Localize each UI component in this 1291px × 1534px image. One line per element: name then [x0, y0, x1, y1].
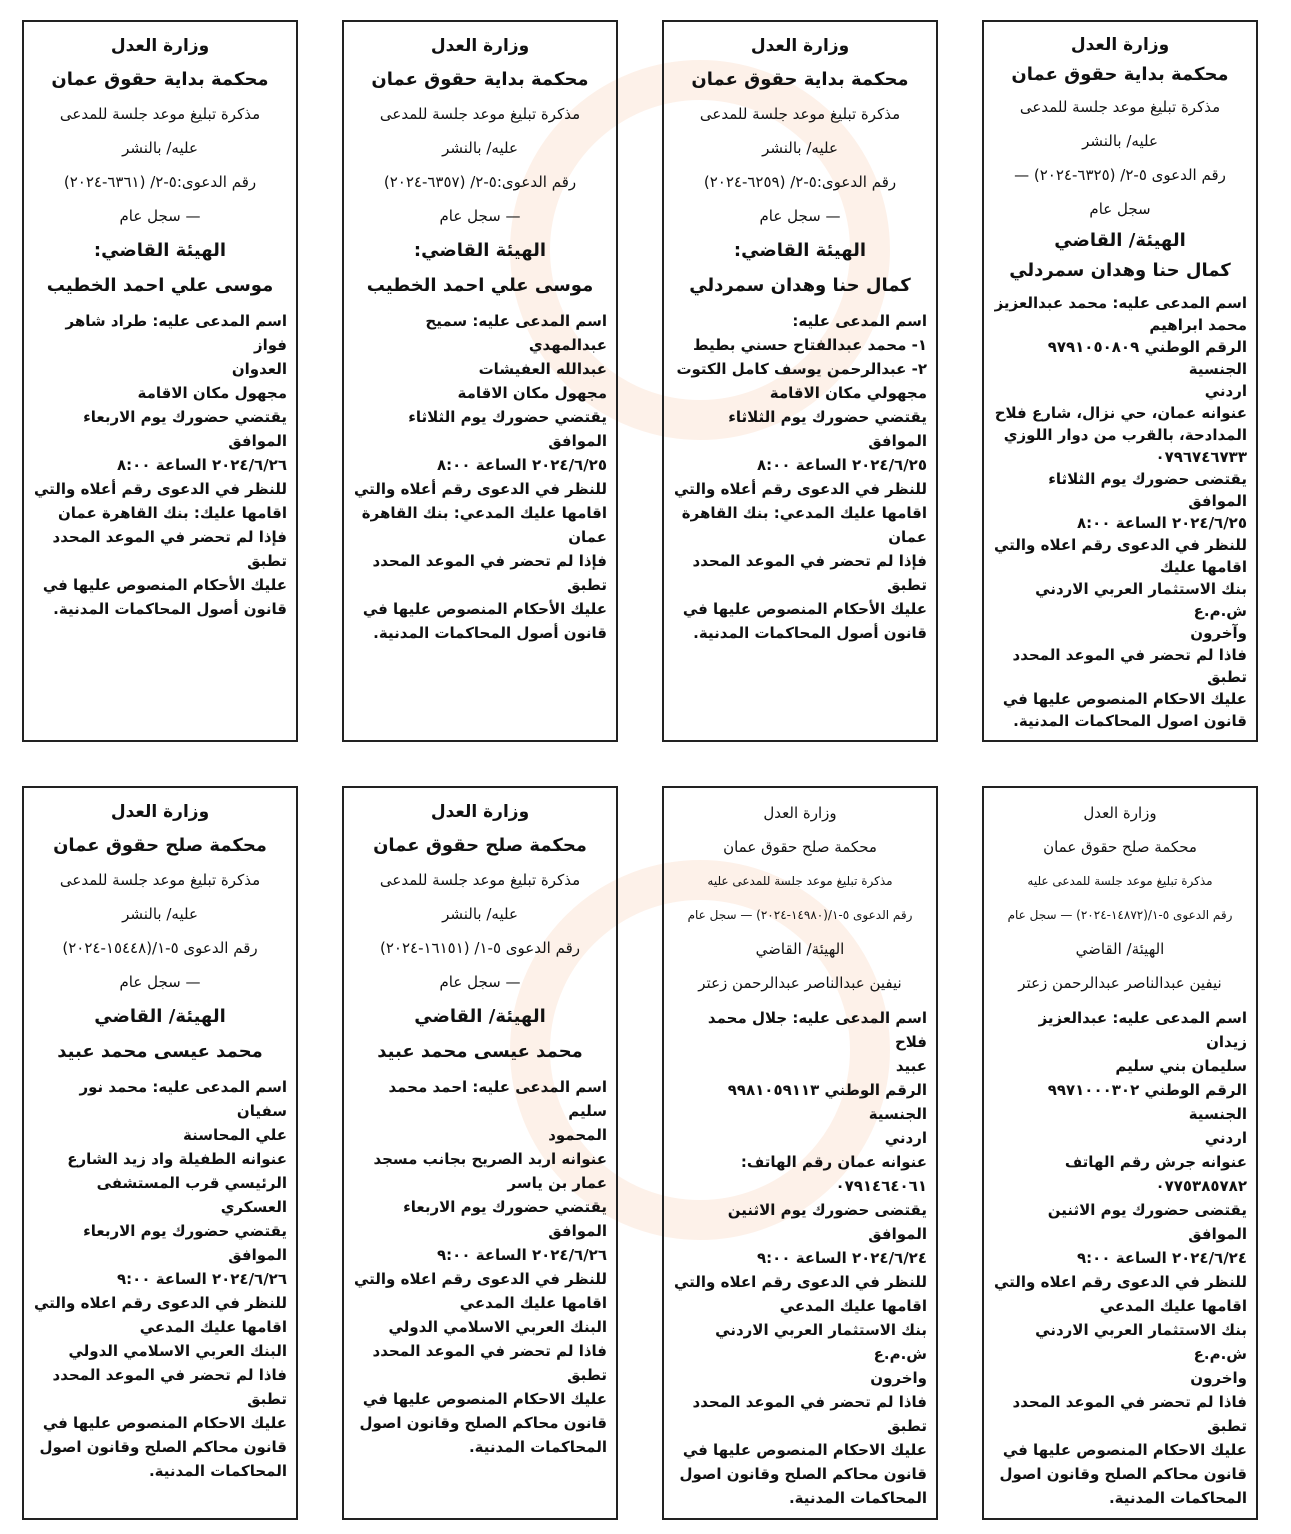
- notice-body-line: عليك الاحكام المنصوص عليها في: [1002, 1441, 1247, 1459]
- notice-body-line: اقامها عليك: بنك القاهرة عمان: [57, 504, 287, 522]
- notice-heading-line: الهيئة القاضي:: [93, 240, 227, 261]
- notice-body-line: الرئيسي قرب المستشفى العسكري: [96, 1174, 287, 1216]
- notice-body-line: يقتضي حضورك يوم الثلاثاء الموافق: [408, 408, 607, 450]
- notice-body-line: للنظر في الدعوى رقم اعلاه والتي: [993, 1273, 1247, 1291]
- notice-body-line: اقامها عليك المدعي: [459, 1294, 607, 1312]
- notice-heading-line: عليه/ بالنشر: [122, 139, 198, 157]
- notice-heading-line: الهيئة القاضي:: [733, 240, 867, 261]
- notice-body-line: قانون اصول المحاكمات المدنية.: [1013, 712, 1247, 730]
- notice-body-line: اسم المدعى عليه: عبدالعزيز زيدان: [1038, 1009, 1247, 1051]
- notice-heading-line: عليه/ بالنشر: [1082, 132, 1158, 150]
- notice-body-line: اسم المدعى عليه: سميح عبدالمهدي: [425, 312, 607, 354]
- notice-heading-line: محكمة صلح حقوق عمان: [1043, 838, 1197, 856]
- notice-body-line: عليك الاحكام المنصوص عليها في: [42, 1414, 287, 1432]
- notice-body-line: قانون أصول المحاكمات المدنية.: [693, 624, 927, 642]
- notice-body-line: يقتضي حضورك يوم الاربعاء الموافق: [83, 1222, 287, 1264]
- notice-body-line: اقامها عليك المدعي: [139, 1318, 287, 1336]
- notice-body-line: اسم المدعى عليه: طراد شاهر فواز: [65, 312, 287, 354]
- notice-heading-line: وزارة العدل: [750, 36, 850, 56]
- notice-heading-line: عليه/ بالنشر: [762, 139, 838, 157]
- notice-7: [342, 786, 618, 1520]
- notice-body-line: اردني: [1204, 382, 1247, 400]
- notice-body-line: واخرون: [870, 1369, 927, 1387]
- notice-heading-line: محكمة بداية حقوق عمان: [691, 69, 909, 90]
- notice-body-line: فإذا لم تحضر في الموعد المحدد تطبق: [52, 528, 287, 570]
- notice-body-line: يقتضى حضورك يوم الاثنين الموافق: [727, 1201, 927, 1243]
- notice-heading-line: رقم الدعوى:٥-٢/ (٦٣٥٧-٢٠٢٤): [383, 173, 577, 191]
- notice-body-line: قانون محاكم الصلح وقانون اصول: [999, 1465, 1247, 1483]
- notice-heading-line: محكمة بداية حقوق عمان: [1011, 64, 1229, 85]
- notice-body-line: قانون محاكم الصلح وقانون اصول: [679, 1465, 927, 1483]
- notice-body-line: فاذا لم تحضر في الموعد المحدد تطبق: [1012, 1393, 1247, 1435]
- notice-heading-line: رقم الدعوى ٥-١/(١٤٩٨٠-٢٠٢٤) — سجل عام: [687, 908, 913, 922]
- notice-heading-line: محكمة بداية حقوق عمان: [51, 69, 269, 90]
- notice-body-line: يقتضي حضورك يوم الاربعاء الموافق: [403, 1198, 607, 1240]
- notice-body-line: عليك الاحكام المنصوص عليها في: [362, 1390, 607, 1408]
- notice-body-line: عمار بن ياسر: [507, 1174, 607, 1192]
- notice-body-line: فاذا لم تحضر في الموعد المحدد تطبق: [1012, 646, 1247, 686]
- notice-body-line: المحاكمات المدنية.: [468, 1438, 607, 1456]
- notice-body-line: ٢٠٢٤/٦/٢٥ الساعة ٨:٠٠: [437, 456, 607, 474]
- notice-heading-line: — سجل عام: [439, 207, 521, 225]
- notice-body-line: فإذا لم تحضر في الموعد المحدد تطبق: [372, 552, 607, 594]
- notice-body-line: الرقم الوطني ٩٩٧١٠٠٠٣٠٢ الجنسية: [1047, 1081, 1247, 1123]
- notice-heading-line: رقم الدعوى:٥-٢/ (٦٢٥٩-٢٠٢٤): [703, 173, 897, 191]
- notice-heading-line: — سجل عام: [119, 973, 201, 991]
- notice-heading-line: مذكرة تبليغ موعد جلسة للمدعى: [379, 871, 581, 889]
- notice-body-line: ٢٠٢٤/٦/٢٤ الساعة ٩:٠٠: [757, 1249, 927, 1267]
- notice-body-line: مجهول مكان الاقامة: [457, 384, 607, 402]
- notice-body-line: ٢- عبدالرحمن يوسف كامل الكتوت: [676, 360, 927, 378]
- notice-heading-line: موسى علي احمد الخطيب: [46, 275, 274, 296]
- notice-8: [22, 786, 298, 1520]
- notice-body-line: للنظر في الدعوى رقم أعلاه والتي: [353, 480, 607, 498]
- notice-body-line: قانون محاكم الصلح وقانون اصول: [39, 1438, 287, 1456]
- notice-body-line: يقتضى حضورك يوم الاثنين الموافق: [1047, 1201, 1247, 1243]
- notice-body-line: عليك الأحكام المنصوص عليها في: [682, 600, 927, 618]
- notice-body-line: اسم المدعى عليه: جلال محمد فلاح: [707, 1009, 927, 1051]
- notice-body-line: ٠٧٧٥٣٨٥٧٨٢: [1155, 1177, 1247, 1195]
- notice-body-line: عنوانه الطفيلة واد زيد الشارع: [67, 1150, 287, 1168]
- notice-heading-line: وزارة العدل: [430, 36, 530, 56]
- notice-body-line: مجهول مكان الاقامة: [137, 384, 287, 402]
- notice-body-line: اردني: [1204, 1129, 1247, 1147]
- notice-body-line: اقامها عليك المدعي: [1099, 1297, 1247, 1315]
- notice-body-line: اسم المدعى عليه:: [792, 312, 927, 330]
- notice-heading-line: رقم الدعوى ٥-١/ (١٦١٥١-٢٠٢٤): [379, 939, 581, 957]
- notice-heading-line: وزارة العدل: [1083, 804, 1157, 822]
- notice-body-line: عبدالله العفيشات: [478, 360, 607, 378]
- notice-heading-line: رقم الدعوى:٥-٢/ (٦٣٦١-٢٠٢٤): [63, 173, 257, 191]
- notice-body-line: وآخرون: [1190, 624, 1247, 642]
- notice-heading-line: كمال حنا وهدان سمردلي: [1009, 260, 1231, 281]
- notice-body-line: عبيد: [895, 1057, 927, 1075]
- notice-heading-line: مذكرة تبليغ موعد جلسة للمدعى عليه: [707, 874, 893, 888]
- notice-heading-line: الهيئة القاضي:: [413, 240, 547, 261]
- notice-body-line: ٠٧٩٦٧٤٦٧٣٣: [1155, 448, 1247, 466]
- notice-body-line: سليمان بني سليم: [1115, 1057, 1247, 1075]
- notice-heading-line: — سجل عام: [759, 207, 841, 225]
- notice-body-line: البنك العربي الاسلامي الدولي: [68, 1342, 287, 1360]
- notice-body-line: ٢٠٢٤/٦/٢٦ الساعة ٩:٠٠: [117, 1270, 287, 1288]
- notice-5: [982, 786, 1258, 1520]
- notice-heading-line: رقم الدعوى ٥-١/(١٤٨٧٢-٢٠٢٤) — سجل عام: [1007, 908, 1233, 922]
- notice-body-line: اسم المدعى عليه: محمد عبدالعزيز: [994, 294, 1247, 312]
- notice-body-line: ٠٧٩١٤٦٤٠٦١: [835, 1177, 927, 1195]
- notice-heading-line: محكمة صلح حقوق عمان: [373, 835, 587, 856]
- notice-heading-line: عليه/ بالنشر: [122, 905, 198, 923]
- notice-2: [662, 20, 938, 742]
- notice-heading-line: مذكرة تبليغ موعد جلسة للمدعى: [59, 105, 261, 123]
- notice-body-line: المحاكمات المدنية.: [788, 1489, 927, 1507]
- notice-heading-line: الهيئة/ القاضي: [1075, 940, 1165, 958]
- notice-heading-line: مذكرة تبليغ موعد جلسة للمدعى عليه: [1027, 874, 1213, 888]
- notice-body-line: عنوانه جرش رقم الهاتف: [1064, 1153, 1247, 1171]
- notice-heading-line: مذكرة تبليغ موعد جلسة للمدعى: [59, 871, 261, 889]
- notice-body-line: اقامها عليك: [1159, 558, 1247, 576]
- notice-body-line: للنظر في الدعوى رقم اعلاه والتي: [353, 1270, 607, 1288]
- notice-body-line: يقتضى حضورك يوم الثلاثاء الموافق: [1048, 470, 1247, 510]
- notice-body-line: الرقم الوطني ٩٧٩١٠٥٠٨٠٩ الجنسية: [1047, 338, 1247, 378]
- notice-body-line: المحمود: [548, 1126, 607, 1144]
- notice-3: [342, 20, 618, 742]
- notice-heading-line: — سجل عام: [439, 973, 521, 991]
- notice-heading-line: عليه/ بالنشر: [442, 139, 518, 157]
- notice-body-line: يقتضي حضورك يوم الاربعاء الموافق: [83, 408, 287, 450]
- notice-body-line: اقامها عليك المدعي: بنك القاهرة: [681, 504, 927, 522]
- notice-heading-line: عليه/ بالنشر: [442, 905, 518, 923]
- notice-heading-line: مذكرة تبليغ موعد جلسة للمدعى: [699, 105, 901, 123]
- notice-body-line: قانون أصول المحاكمات المدنية.: [53, 600, 287, 618]
- notice-body-line: اردني: [884, 1129, 927, 1147]
- notice-body-line: عليك الاحكام المنصوص عليها في: [1002, 690, 1247, 708]
- notice-heading-line: محكمة صلح حقوق عمان: [723, 838, 877, 856]
- notice-body-line: عمان: [568, 528, 607, 546]
- notice-4: [22, 20, 298, 742]
- notice-body-line: بنك الاستثمار العربي الاردني ش.م.ع: [1035, 580, 1247, 620]
- notice-heading-line: نيفين عبدالناصر عبدالرحمن زعتر: [1018, 974, 1222, 992]
- notice-body-line: ٢٠٢٤/٦/٢٥ الساعة ٨:٠٠: [1077, 514, 1247, 532]
- notice-body-line: عليك الأحكام المنصوص عليها في: [42, 576, 287, 594]
- notice-1: [982, 20, 1258, 742]
- notice-body-line: ٢٠٢٤/٦/٢٤ الساعة ٩:٠٠: [1077, 1249, 1247, 1267]
- notice-body-line: اقامها عليك المدعي: بنك القاهرة: [361, 504, 607, 522]
- notice-heading-line: محمد عيسى محمد عبيد: [377, 1041, 583, 1062]
- notice-body-line: محمد ابراهيم: [1149, 316, 1247, 334]
- notice-body-line: عنوانه اربد الصريح بجانب مسجد: [373, 1150, 607, 1168]
- notice-6: [662, 786, 938, 1520]
- notice-body-line: اسم المدعى عليه: محمد نور سفيان: [79, 1078, 287, 1120]
- notice-heading-line: كمال حنا وهدان سمردلي: [689, 275, 911, 296]
- notice-body-line: البنك العربي الاسلامي الدولي: [388, 1318, 607, 1336]
- notice-heading-line: الهيئة/ القاضي: [755, 940, 845, 958]
- notice-body-line: الرقم الوطني ٩٩٨١٠٥٩١١٣ الجنسية: [727, 1081, 927, 1123]
- notice-body-line: للنظر في الدعوى رقم اعلاه والتي: [673, 1273, 927, 1291]
- notice-heading-line: محكمة صلح حقوق عمان: [53, 835, 267, 856]
- notice-body-line: المدادحة، بالقرب من دوار اللوزي: [1003, 426, 1247, 444]
- notice-body-line: ٢٠٢٤/٦/٢٦ الساعة ٨:٠٠: [117, 456, 287, 474]
- notice-body-line: قانون محاكم الصلح وقانون اصول: [359, 1414, 607, 1432]
- notice-heading-line: موسى علي احمد الخطيب: [366, 275, 594, 296]
- notice-heading-line: وزارة العدل: [763, 804, 837, 822]
- notice-heading-line: وزارة العدل: [430, 802, 530, 822]
- notice-heading-line: نيفين عبدالناصر عبدالرحمن زعتر: [698, 974, 902, 992]
- notice-heading-line: الهيئة/ القاضي: [94, 1006, 226, 1027]
- notice-heading-line: وزارة العدل: [110, 802, 210, 822]
- notice-body-line: للنظر في الدعوى رقم اعلاه والتي: [33, 1294, 287, 1312]
- notice-body-line: فاذا لم تحضر في الموعد المحدد تطبق: [52, 1366, 287, 1408]
- notice-body-line: ٢٠٢٤/٦/٢٦ الساعة ٩:٠٠: [437, 1246, 607, 1264]
- notice-body-line: عليك الاحكام المنصوص عليها في: [682, 1441, 927, 1459]
- notice-heading-line: رقم الدعوى ٥-١/(١٥٤٤٨-٢٠٢٤): [62, 939, 258, 957]
- notice-body-line: فاذا لم تحضر في الموعد المحدد تطبق: [692, 1393, 927, 1435]
- notice-heading-line: الهيئة/ القاضي: [1054, 230, 1186, 251]
- notice-body-line: فإذا لم تحضر في الموعد المحدد تطبق: [692, 552, 927, 594]
- notice-body-line: ١- محمد عبدالفتاح حسني بطيط: [692, 336, 927, 354]
- notice-heading-line: الهيئة/ القاضي: [414, 1006, 546, 1027]
- notice-body-line: ٢٠٢٤/٦/٢٥ الساعة ٨:٠٠: [757, 456, 927, 474]
- notice-body-line: بنك الاستثمار العربي الاردني ش.م.ع: [1035, 1321, 1247, 1363]
- notice-heading-line: رقم الدعوى ٥-٢/ (٦٣٢٥-٢٠٢٤) —: [1014, 166, 1226, 184]
- notice-body-line: مجهولي مكان الاقامة: [769, 384, 927, 402]
- notice-heading-line: مذكرة تبليغ موعد جلسة للمدعى: [379, 105, 581, 123]
- notice-body-line: بنك الاستثمار العربي الاردني ش.م.ع: [715, 1321, 927, 1363]
- notice-heading-line: وزارة العدل: [1070, 35, 1170, 55]
- notice-heading-line: سجل عام: [1089, 200, 1151, 218]
- notice-body-line: واخرون: [1190, 1369, 1247, 1387]
- notice-body-line: علي المحاسنة: [182, 1126, 287, 1144]
- notice-body-line: عنوانه عمان، حي نزال، شارع فلاح: [994, 404, 1247, 422]
- notice-body-line: اسم المدعى عليه: احمد محمد سليم: [388, 1078, 607, 1120]
- notice-heading-line: مذكرة تبليغ موعد جلسة للمدعى: [1019, 98, 1221, 116]
- notice-heading-line: وزارة العدل: [110, 36, 210, 56]
- notice-body-line: المحاكمات المدنية.: [148, 1462, 287, 1480]
- notice-body-line: قانون أصول المحاكمات المدنية.: [373, 624, 607, 642]
- notice-body-line: عليك الأحكام المنصوص عليها في: [362, 600, 607, 618]
- notice-heading-line: محمد عيسى محمد عبيد: [57, 1041, 263, 1062]
- notice-body-line: المحاكمات المدنية.: [1108, 1489, 1247, 1507]
- notice-body-line: للنظر في الدعوى رقم اعلاه والتي: [993, 536, 1247, 554]
- notice-heading-line: — سجل عام: [119, 207, 201, 225]
- notice-body-line: للنظر في الدعوى رقم أعلاه والتي: [673, 480, 927, 498]
- notice-body-line: اقامها عليك المدعي: [779, 1297, 927, 1315]
- notice-body-line: عمان: [888, 528, 927, 546]
- notice-heading-line: محكمة بداية حقوق عمان: [371, 69, 589, 90]
- notice-body-line: عنوانه عمان رقم الهاتف:: [740, 1153, 927, 1171]
- notice-body-line: فاذا لم تحضر في الموعد المحدد تطبق: [372, 1342, 607, 1384]
- notice-body-line: يقتضي حضورك يوم الثلاثاء الموافق: [728, 408, 927, 450]
- notice-body-line: العدوان: [231, 360, 287, 378]
- notice-body-line: للنظر في الدعوى رقم أعلاه والتي: [33, 480, 287, 498]
